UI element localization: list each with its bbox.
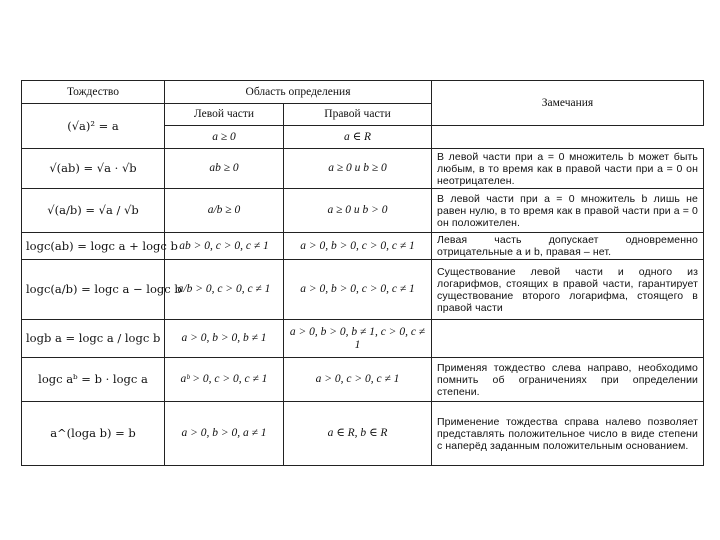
row-5-right: a > 0, b > 0, c > 0, c ≠ 1	[284, 260, 432, 320]
row-5-left: a/b > 0, c > 0, c ≠ 1	[165, 260, 284, 320]
row-5-note: Существование левой части и одного из логарифмов, стоящих в правой части, гарантирует существование второго логарифма, стоящего в правой части	[432, 260, 704, 320]
row-7-right: a > 0, c > 0, c ≠ 1	[284, 358, 432, 402]
row-8-identity: a^(loga b) = b	[22, 402, 165, 466]
row-3-identity: √(a/b) = √a / √b	[22, 189, 165, 233]
row-6-right: a > 0, b > 0, b ≠ 1, c > 0, c ≠ 1	[284, 320, 432, 358]
header-identity: Тождество	[22, 81, 165, 104]
row-7-left: aᵇ > 0, c > 0, c ≠ 1	[165, 358, 284, 402]
header-remarks: Замечания	[432, 81, 704, 126]
row-7-identity: logc aᵇ = b · logc a	[22, 358, 165, 402]
row-2-identity: √(ab) = √a · √b	[22, 149, 165, 189]
row-6-note	[432, 320, 704, 358]
header-right: Правой части	[284, 104, 432, 126]
row-3-note: В левой части при a = 0 множитель b лишь не равен нулю, в то время как в правой части при a = 0 он положителен.	[432, 189, 704, 233]
row-2-note: В левой части при a = 0 множитель b может быть любым, в то время как в правой части при a = 0 он неотрицателен.	[432, 149, 704, 189]
row-8-note: Применение тождества справа налево позволяет представлять положительное число в виде степени с наперёд заданным положительным основанием.	[432, 402, 704, 466]
row-3-left: a/b ≥ 0	[165, 189, 284, 233]
row-5-identity: logc(a/b) = logc a − logc b	[22, 260, 165, 320]
identities-table	[21, 80, 704, 466]
row-6-left: a > 0, b > 0, b ≠ 1	[165, 320, 284, 358]
row-4-identity: logc(ab) = logc a + logc b	[22, 233, 165, 260]
row-1-right: a ∈ R	[284, 126, 432, 149]
row-2-right: a ≥ 0 и b ≥ 0	[284, 149, 432, 189]
row-2-left: ab ≥ 0	[165, 149, 284, 189]
row-8-right: a ∈ R, b ∈ R	[284, 402, 432, 466]
row-3-right: a ≥ 0 и b > 0	[284, 189, 432, 233]
row-1-left: a ≥ 0	[165, 126, 284, 149]
row-7-note: Применяя тождество слева направо, необходимо помнить об ограничениях при определении степени.	[432, 358, 704, 402]
row-6-identity: logb a = logc a / logc b	[22, 320, 165, 358]
row-4-left: ab > 0, c > 0, c ≠ 1	[165, 233, 284, 260]
header-domain: Область определения	[165, 81, 432, 104]
header-left: Левой части	[165, 104, 284, 126]
row-4-right: a > 0, b > 0, c > 0, c ≠ 1	[284, 233, 432, 260]
row-1-identity: (√a)² = a	[22, 104, 165, 149]
row-4-note: Левая часть допускает одновременно отрицательные a и b, правая – нет.	[432, 233, 704, 260]
row-8-left: a > 0, b > 0, a ≠ 1	[165, 402, 284, 466]
identities-table-sheet	[21, 80, 703, 460]
